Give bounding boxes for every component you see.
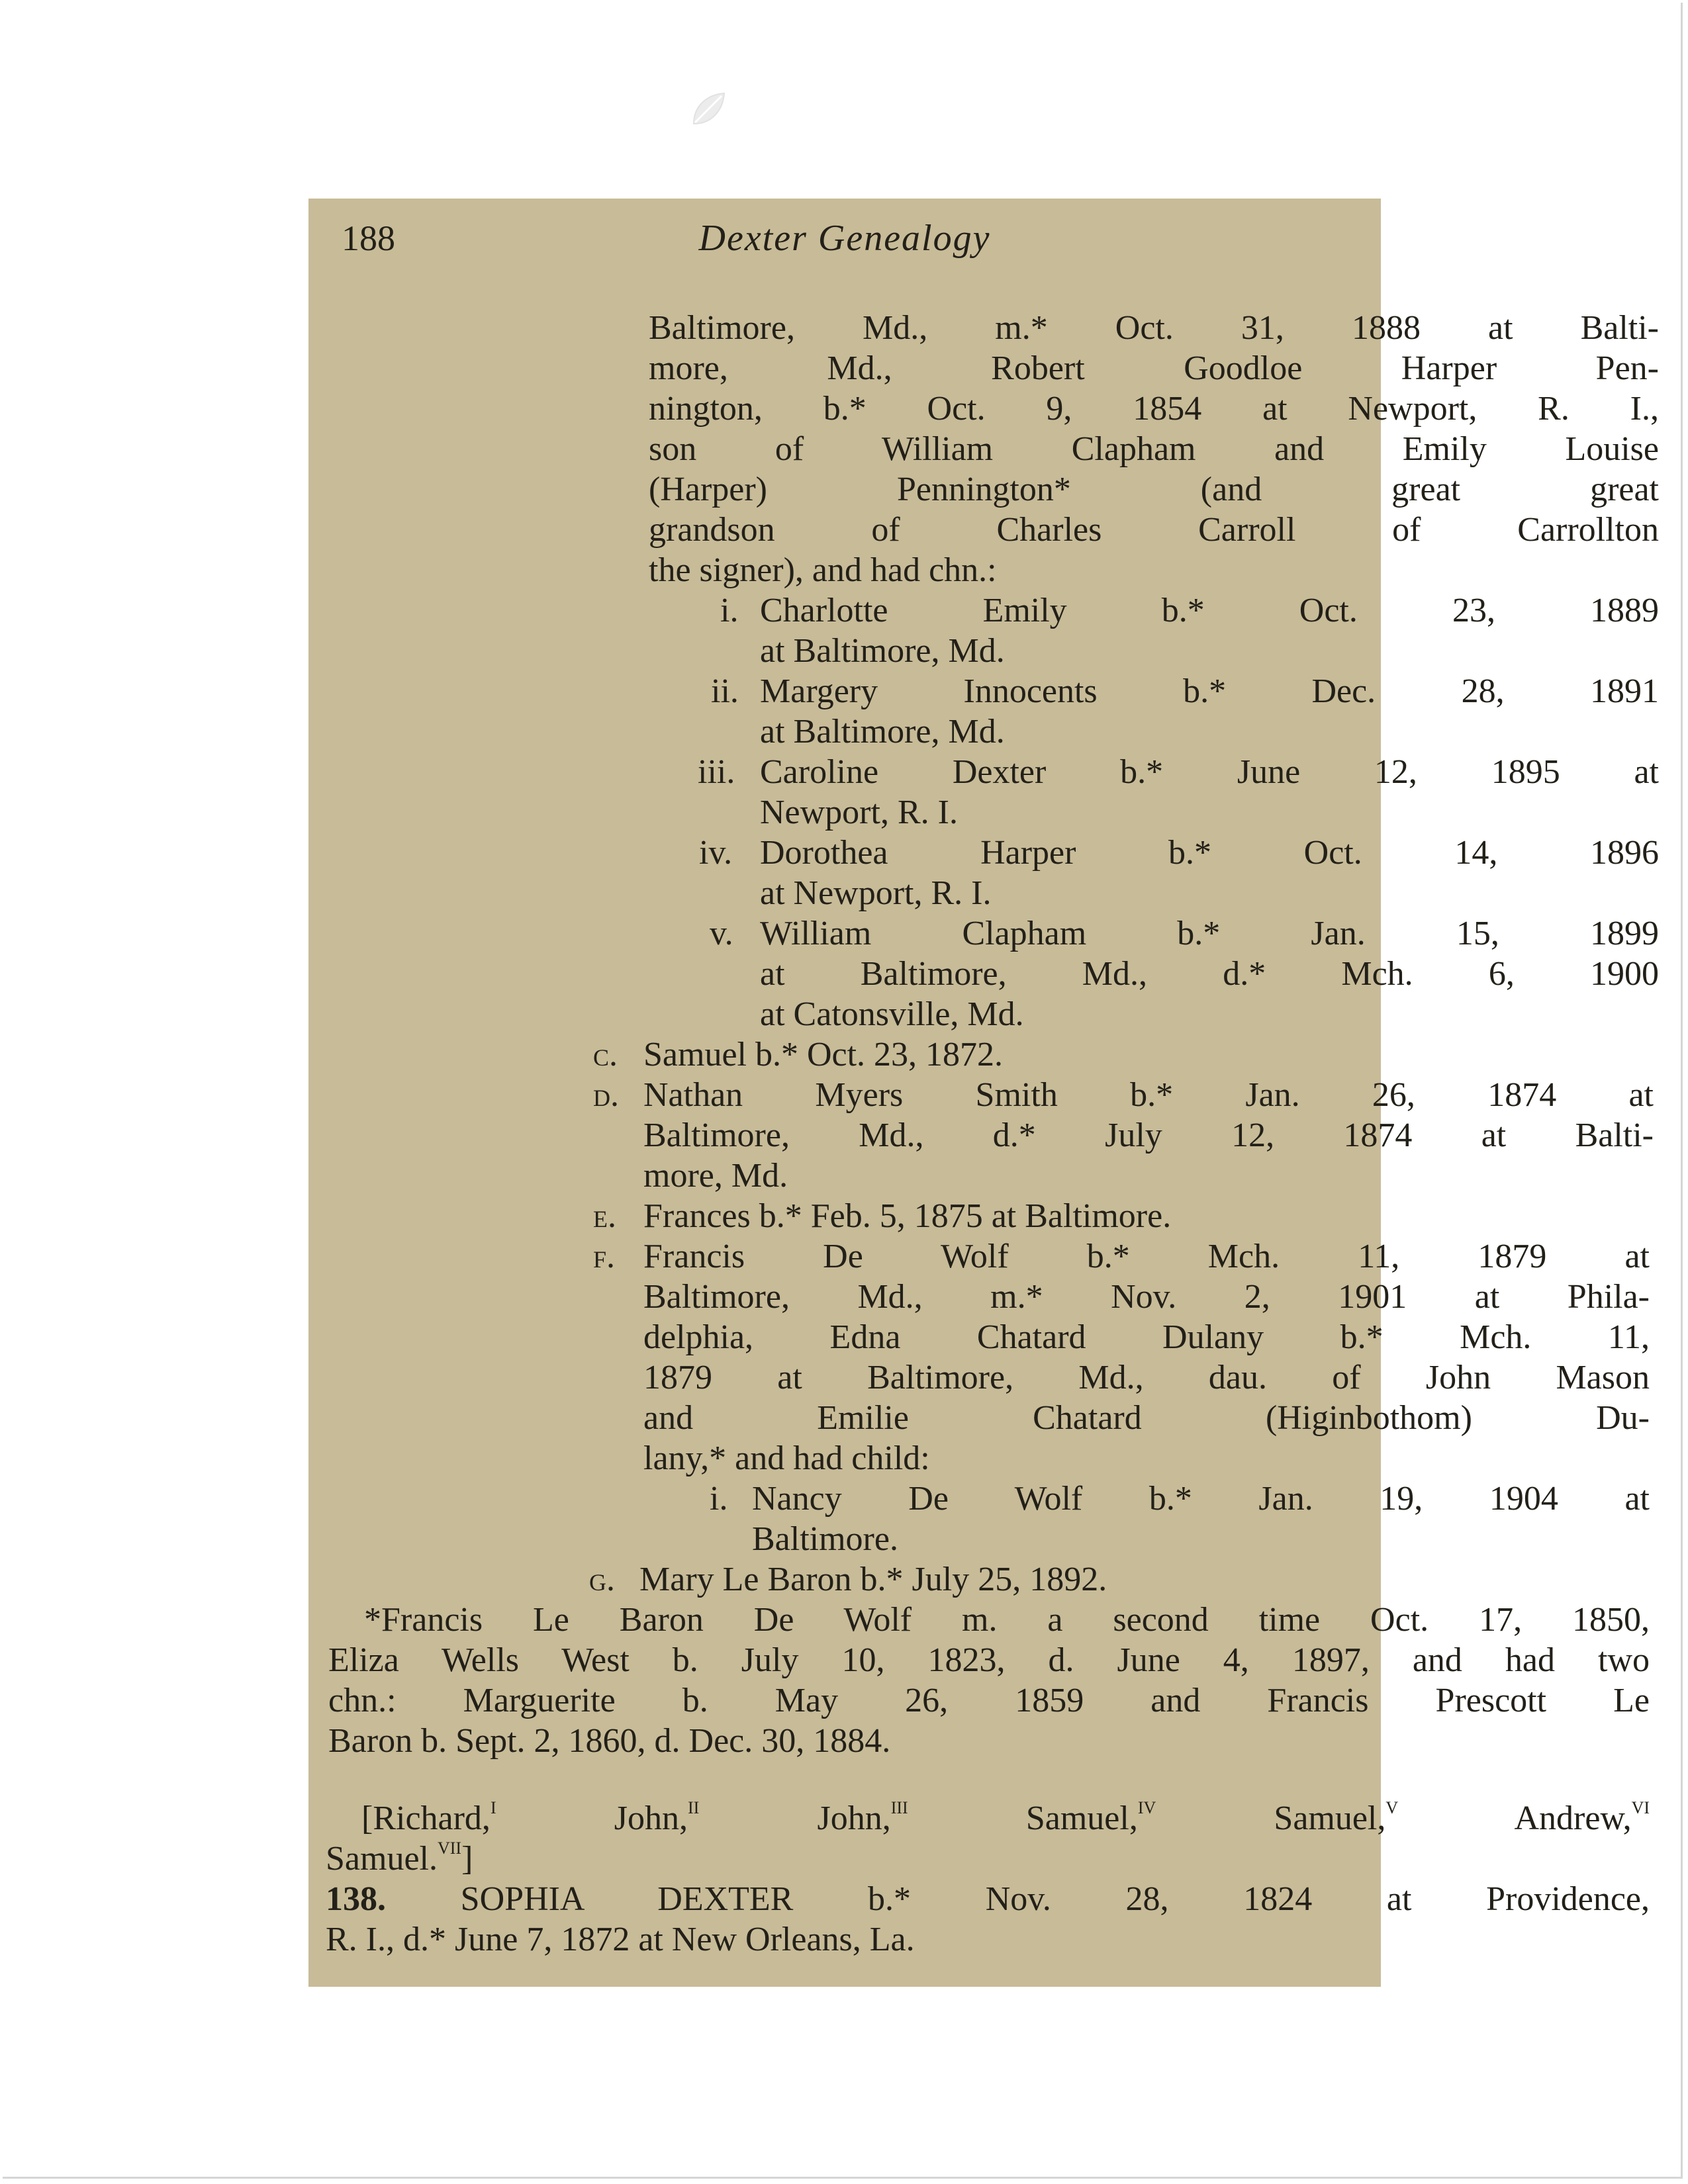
child-text: at Baltimore, Md.: [760, 713, 1005, 751]
entry-text: delphia, Edna Chatard Dulany b.* Mch. 11,: [643, 1318, 1650, 1356]
entry-letter: c.: [593, 1036, 618, 1073]
entry-text: Baltimore, Md., d.* July 12, 1874 at Balti-: [643, 1116, 1654, 1154]
entry-text: 1879 at Baltimore, Md., dau. of John Mason: [643, 1359, 1650, 1396]
generation-numeral: II: [688, 1797, 700, 1817]
generation-numeral: V: [1385, 1797, 1399, 1817]
text-line: son of William Clapham and Emily Louise: [649, 430, 1659, 468]
running-title: Dexter Genealogy: [698, 218, 991, 259]
lineage-name: [Richard,: [361, 1799, 491, 1837]
entry-letter: f.: [593, 1238, 616, 1275]
lineage-name: Samuel.: [326, 1840, 438, 1878]
entry-text: Samuel b.* Oct. 23, 1872.: [643, 1036, 1004, 1073]
entry-138-text: SOPHIA DEXTER b.* Nov. 28, 1824 at Providence,: [460, 1880, 1650, 1918]
entry-138-line: [326, 1880, 1650, 1919]
entry-text: Mary Le Baron b.* July 25, 1892.: [639, 1561, 1107, 1598]
lineage-name: John,: [614, 1799, 688, 1837]
entry-number: 138.: [326, 1880, 386, 1918]
lineage-name: Samuel,: [1025, 1799, 1138, 1837]
scanned-page: [308, 199, 1659, 1987]
child-text: Charlotte Emily b.* Oct. 23, 1889: [760, 592, 1659, 629]
entry-text: Baltimore, Md., m.* Nov. 2, 1901 at Phila-: [643, 1278, 1650, 1316]
text-line: nington, b.* Oct. 9, 1854 at Newport, R. I.,: [649, 390, 1659, 428]
child-text: at Baltimore, Md.: [760, 632, 1005, 670]
text-line: grandson of Charles Carroll of Carrollton: [649, 511, 1659, 549]
child-text: at Catonsville, Md.: [760, 995, 1024, 1033]
entry-letter: g.: [589, 1561, 615, 1598]
lineage-line: [361, 1799, 1650, 1839]
generation-numeral: I: [490, 1797, 496, 1817]
child-numeral: i.: [710, 1480, 728, 1518]
child-text: Dorothea Harper b.* Oct. 14, 1896: [760, 834, 1659, 872]
child-text: Baltimore.: [752, 1520, 898, 1558]
footnote-line: chn.: Marguerite b. May 26, 1859 and Francis Prescott Le: [328, 1682, 1650, 1719]
entry-text: Francis De Wolf b.* Mch. 11, 1879 at: [643, 1238, 1650, 1275]
child-text: at Newport, R. I.: [760, 874, 992, 912]
entry-text: more, Md.: [643, 1157, 788, 1195]
generation-numeral: VI: [1631, 1797, 1650, 1817]
entry-text: Nathan Myers Smith b.* Jan. 26, 1874 at: [643, 1076, 1654, 1114]
lineage-line: [326, 1839, 473, 1879]
child-text: at Baltimore, Md., d.* Mch. 6, 1900: [760, 955, 1659, 993]
leaf-icon: [688, 89, 728, 129]
child-text: Margery Innocents b.* Dec. 28, 1891: [760, 672, 1659, 710]
entry-text: and Emilie Chatard (Higinbothom) Du-: [643, 1399, 1650, 1437]
footnote-line: Eliza Wells West b. July 10, 1823, d. June 4, 1897, and had two: [328, 1641, 1650, 1679]
child-numeral: ii.: [711, 672, 739, 710]
footnote-line: Baron b. Sept. 2, 1860, d. Dec. 30, 1884.: [328, 1722, 891, 1760]
text-line: more, Md., Robert Goodloe Harper Pen-: [649, 349, 1659, 387]
text-line: the signer), and had chn.:: [649, 551, 997, 589]
text-line: (Harper) Pennington* (and great great: [649, 471, 1659, 508]
child-text: Caroline Dexter b.* June 12, 1895 at: [760, 753, 1659, 791]
lineage-name: Andrew,: [1514, 1799, 1632, 1837]
entry-text: lany,* and had child:: [643, 1439, 930, 1477]
lineage-close: ]: [461, 1840, 473, 1878]
child-text: Nancy De Wolf b.* Jan. 19, 1904 at: [752, 1480, 1650, 1518]
lineage-name: Samuel,: [1274, 1799, 1386, 1837]
footnote-line: *Francis Le Baron De Wolf m. a second time Oct. 17, 1850,: [364, 1601, 1650, 1639]
entry-138-line: R. I., d.* June 7, 1872 at New Orleans, La.: [326, 1921, 915, 1958]
child-numeral: v.: [710, 915, 733, 952]
generation-numeral: IV: [1137, 1797, 1156, 1817]
generation-numeral: III: [890, 1797, 908, 1817]
child-numeral: iv.: [699, 834, 733, 872]
entry-letter: d.: [593, 1076, 619, 1114]
text-line: Baltimore, Md., m.* Oct. 31, 1888 at Balti-: [649, 309, 1659, 347]
child-numeral: iii.: [698, 753, 735, 791]
entry-letter: e.: [593, 1197, 616, 1235]
entry-text: Frances b.* Feb. 5, 1875 at Baltimore.: [643, 1197, 1172, 1235]
page-number: 188: [342, 218, 395, 258]
child-text: Newport, R. I.: [760, 794, 958, 831]
child-text: William Clapham b.* Jan. 15, 1899: [760, 915, 1659, 952]
child-numeral: i.: [720, 592, 739, 629]
lineage-name: John,: [817, 1799, 891, 1837]
generation-numeral: VII: [437, 1838, 462, 1858]
